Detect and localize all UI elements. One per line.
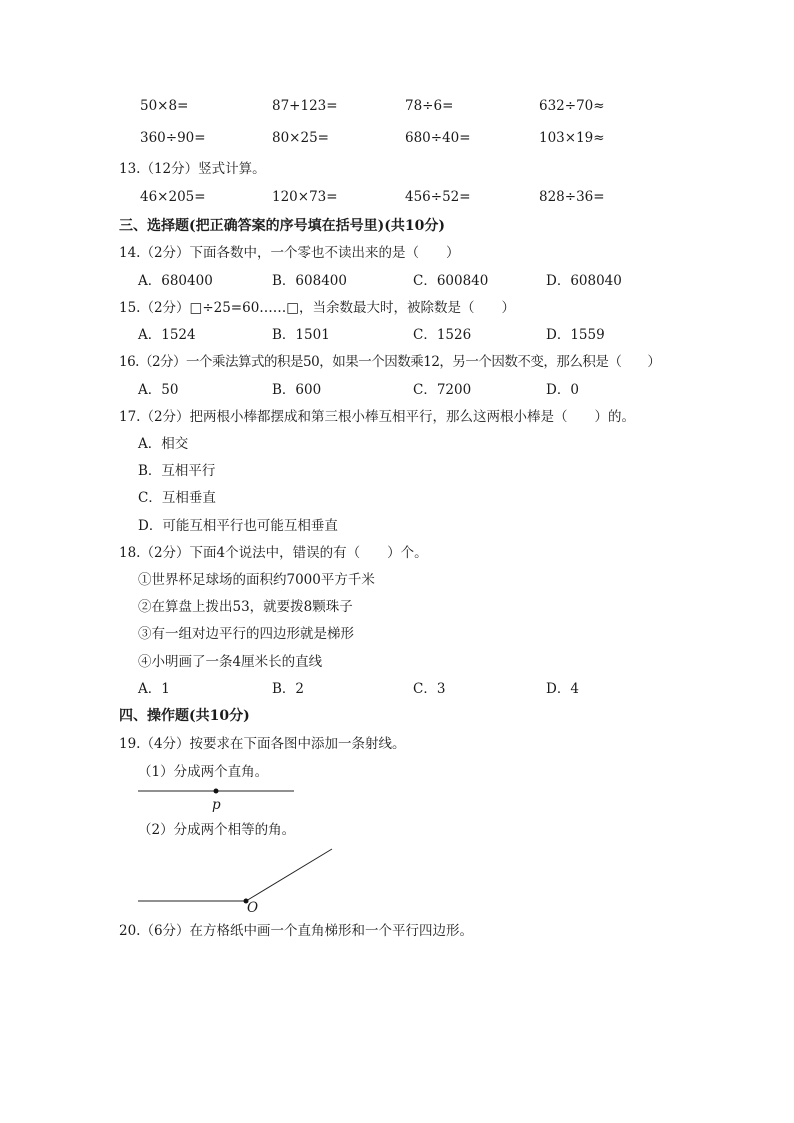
question-13-text: 13.（12分）竖式计算。 (119, 161, 266, 177)
calc-item: 456÷52= (405, 189, 471, 205)
option-a: A．1 (138, 681, 170, 697)
label-p-row (0, 794, 794, 816)
option-c: C．互相垂直 (138, 490, 216, 506)
question-19-part-2 (0, 819, 794, 841)
calc-item: 103×19≈ (539, 130, 605, 146)
option-a: A．相交 (138, 436, 189, 452)
point-p (214, 789, 219, 794)
calc-item: 78÷6= (405, 98, 454, 114)
option-d: D．可能互相平行也可能互相垂直 (138, 518, 338, 534)
calc-item: 120×73= (272, 189, 338, 205)
option-c: C．600840 (413, 273, 489, 289)
calc-item: 50×8= (140, 98, 189, 114)
question-15-text: 15.（2分）□÷25=60……□，当余数最大时，被除数是（ ） (119, 300, 516, 316)
option-a: A．50 (138, 382, 179, 398)
option-b: B．互相平行 (138, 463, 216, 479)
statement: ④小明画了一条4厘米长的直线 (138, 654, 323, 670)
option-d: D．0 (546, 382, 579, 398)
calc-item: 632÷70≈ (539, 98, 605, 114)
question-20-text: 20.（6分）在方格纸中画一个直角梯形和一个平行四边形。 (119, 923, 474, 939)
option-b: B．600 (272, 382, 322, 398)
label-o: O (247, 900, 259, 916)
question-14-text: 14.（2分）下面各数中，一个零也不读出来的是（ ） (119, 245, 460, 261)
calc-item: 87+123= (272, 98, 338, 114)
calc-item: 46×205= (140, 189, 206, 205)
calc-item: 828÷36= (539, 189, 605, 205)
option-d: D．4 (546, 681, 579, 697)
statement: ①世界杯足球场的面积约7000平方千米 (138, 572, 375, 588)
question-20-title (0, 920, 794, 942)
option-c: C．3 (413, 681, 446, 697)
option-b: B．2 (272, 681, 305, 697)
section-3-title: 三、选择题(把正确答案的序号填在括号里)(共10分) (119, 218, 445, 234)
angle-side-oblique (246, 849, 332, 901)
question-17-text: 17.（2分）把两根小棒都摆成和第三根小棒互相平行，那么这两根小棒是（ ）的。 (119, 409, 636, 425)
option-b: B．608400 (272, 273, 347, 289)
option-a: A．1524 (138, 327, 196, 343)
option-b: B．1501 (272, 327, 330, 343)
option-d: D．608040 (546, 273, 622, 289)
statement: ②在算盘上拨出53，就要拨8颗珠子 (138, 599, 353, 615)
option-c: C．7200 (413, 382, 472, 398)
calc-item: 80×25= (272, 130, 329, 146)
question-19-text: 19.（4分）按要求在下面各图中添加一条射线。 (119, 736, 406, 752)
statement: ③有一组对边平行的四边形就是梯形 (138, 626, 354, 642)
option-d: D．1559 (546, 327, 605, 343)
calc-item: 360÷90= (140, 130, 206, 146)
option-c: C．1526 (413, 327, 472, 343)
section-4-title: 四、操作题(共10分) (119, 708, 250, 724)
calc-item: 680÷40= (405, 130, 471, 146)
option-a: A．680400 (138, 273, 213, 289)
question-18-text: 18.（2分）下面4个说法中，错误的有（ ）个。 (119, 545, 428, 561)
part-1-text: （1）分成两个直角。 (138, 764, 269, 780)
label-o-row (0, 897, 794, 919)
question-16-text: 16.（2分）一个乘法算式的积是50，如果一个因数乘12，另一个因数不变，那么积是（ ） (119, 354, 661, 370)
label-p: p (212, 797, 221, 813)
part-2-text: （2）分成两个相等的角。 (138, 822, 296, 838)
